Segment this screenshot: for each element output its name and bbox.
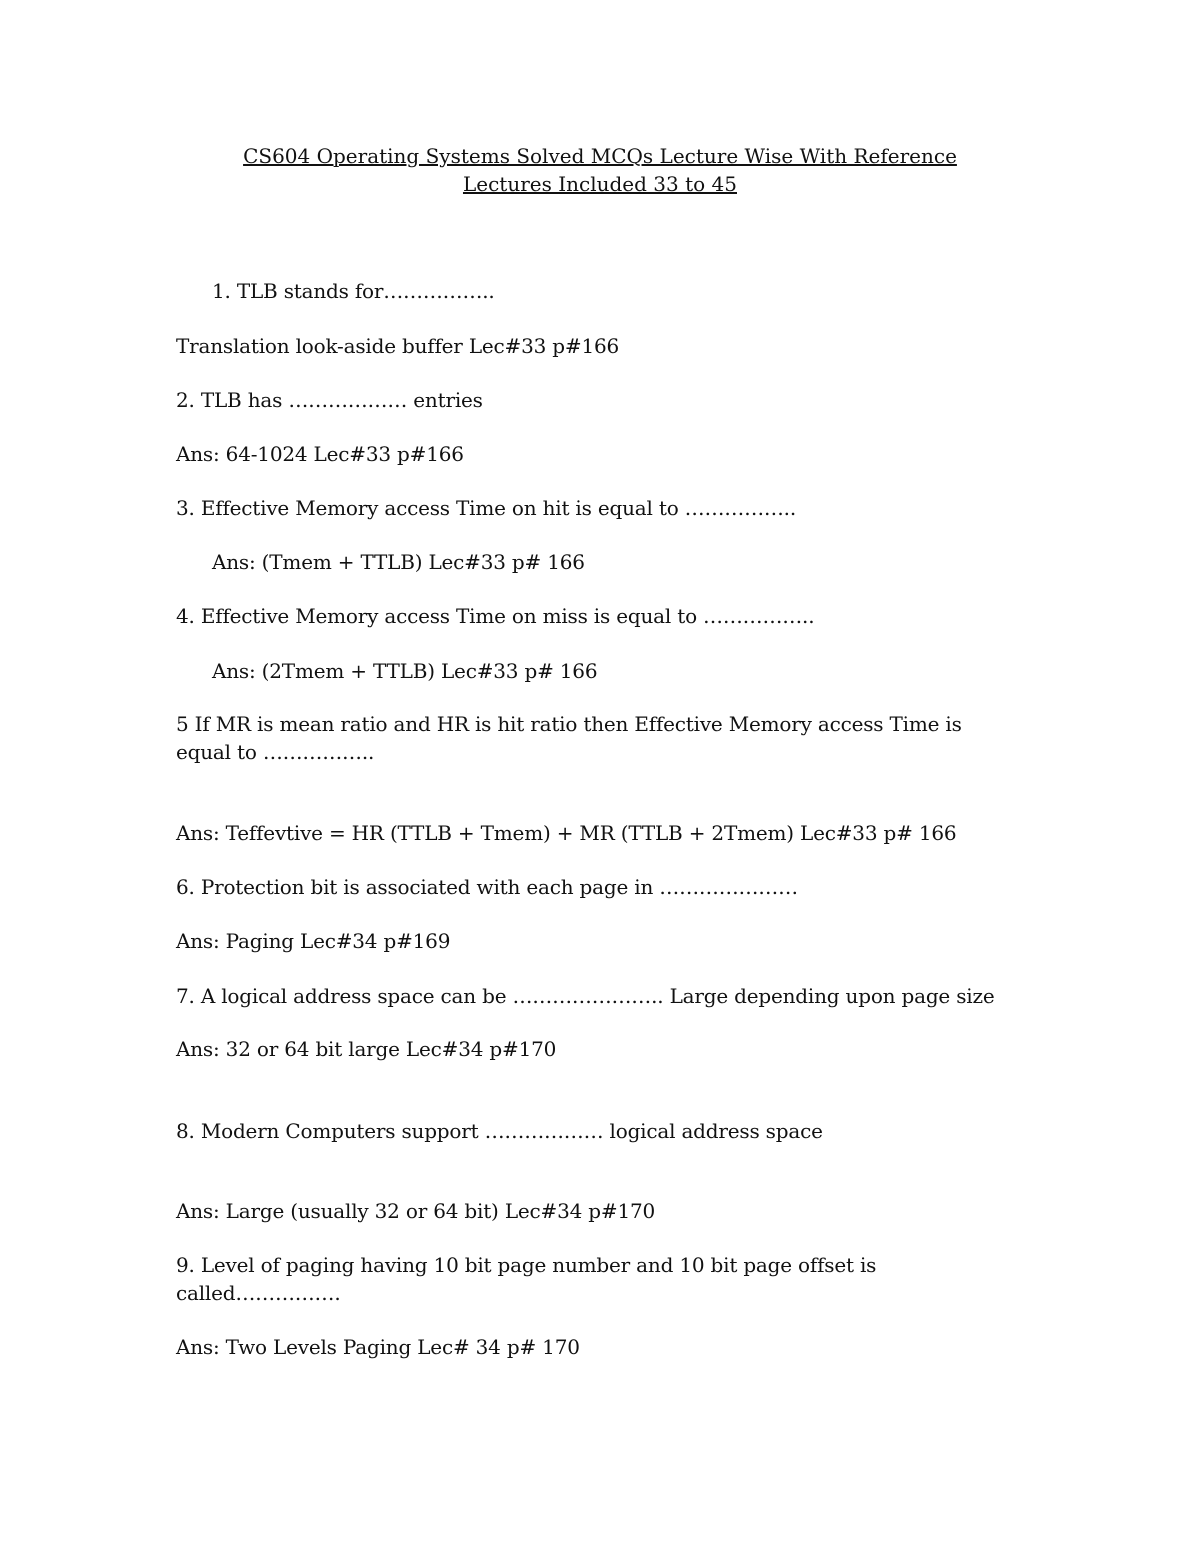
answer-2: Ans: 64-1024 Lec#33 p#166 <box>176 442 464 466</box>
answer-1: Translation look-aside buffer Lec#33 p#166 <box>176 334 620 358</box>
question-5-line-1: 5 If MR is mean ratio and HR is hit ratio then Effective Memory access Time is <box>176 712 962 736</box>
question-3: 3. Effective Memory access Time on hit is equal to …………….. <box>176 496 797 520</box>
question-2: 2. TLB has ……………… entries <box>176 388 483 412</box>
question-7: 7. A logical address space can be ………………….. Large depending upon page size <box>176 984 995 1008</box>
answer-8: Ans: Large (usually 32 or 64 bit) Lec#34 p#170 <box>176 1199 656 1223</box>
question-4: 4. Effective Memory access Time on miss is equal to …………….. <box>176 604 815 628</box>
question-8: 8. Modern Computers support ……………… logical address space <box>176 1119 823 1143</box>
answer-6: Ans: Paging Lec#34 p#169 <box>176 929 451 953</box>
question-6: 6. Protection bit is associated with each page in ………………… <box>176 875 798 899</box>
question-1: 1. TLB stands for…………….. <box>212 279 495 303</box>
answer-9: Ans: Two Levels Paging Lec# 34 p# 170 <box>176 1335 580 1359</box>
document-subtitle: Lectures Included 33 to 45 <box>462 172 737 196</box>
question-9-line-2: called……………. <box>176 1281 341 1305</box>
answer-4: Ans: (2Tmem + TTLB) Lec#33 p# 166 <box>212 659 598 683</box>
document-title: CS604 Operating Systems Solved MCQs Lecture Wise With Reference <box>243 144 957 168</box>
question-5-line-2: equal to …………….. <box>176 740 375 764</box>
answer-3: Ans: (Tmem + TTLB) Lec#33 p# 166 <box>212 550 585 574</box>
answer-7: Ans: 32 or 64 bit large Lec#34 p#170 <box>176 1037 557 1061</box>
answer-5: Ans: Teffevtive = HR (TTLB + Tmem) + MR (TTLB + 2Tmem) Lec#33 p# 166 <box>176 821 957 845</box>
question-9-line-1: 9. Level of paging having 10 bit page number and 10 bit page offset is <box>176 1253 877 1277</box>
